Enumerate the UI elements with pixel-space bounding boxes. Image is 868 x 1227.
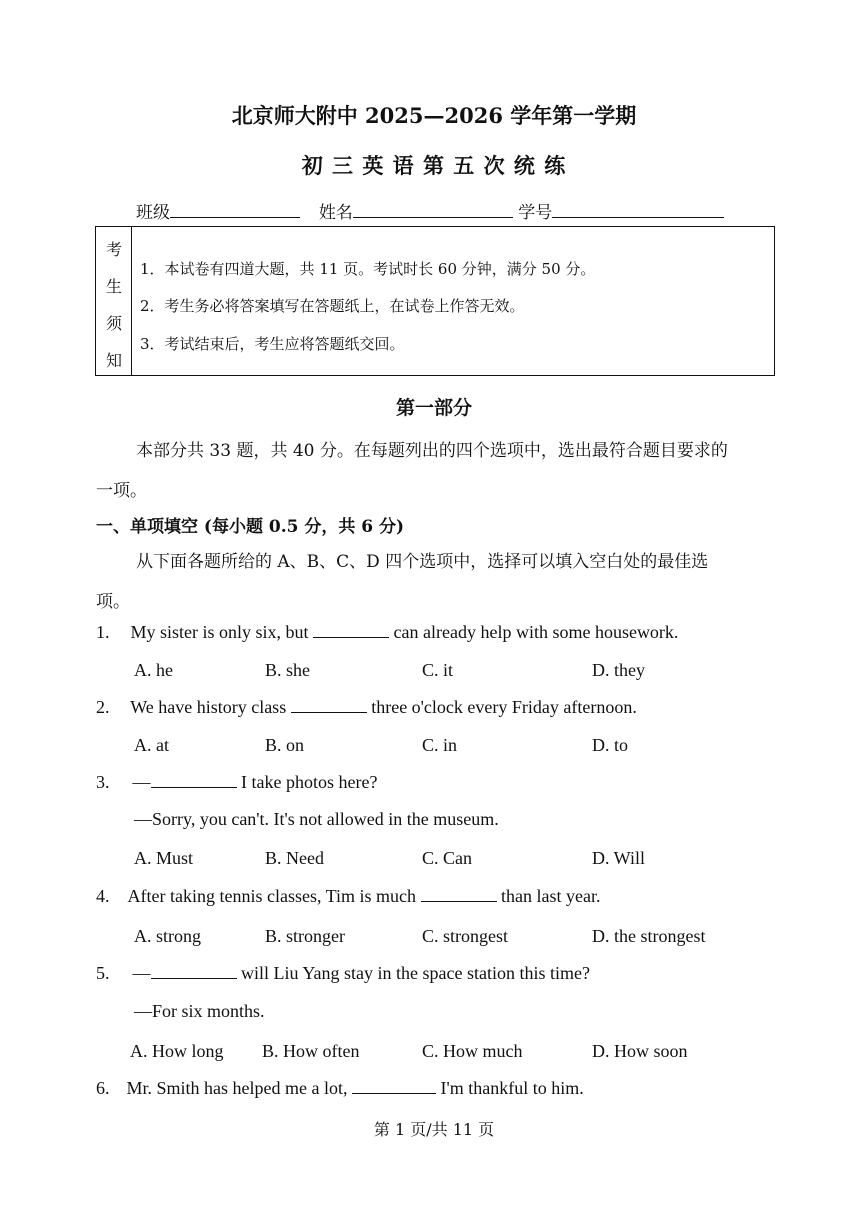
notice-label-char: 考: [105, 240, 122, 259]
question-number: 5.: [96, 963, 110, 983]
option-a: A. How long: [130, 1041, 224, 1061]
question-2: [96, 697, 637, 718]
question-stem-before: —: [132, 963, 151, 983]
option-d: D. to: [592, 735, 628, 755]
notice-item: 2．考生务必将答案填写在答题纸上，在试卷上作答无效。: [140, 297, 525, 315]
question-number: 1.: [96, 622, 110, 642]
question-stem-before: Mr. Smith has helped me a lot,: [126, 1078, 348, 1098]
section-instruction-line: 从下面各题所给的 A、B、C、D 四个选项中，选择可以填入空白处的最佳选: [136, 552, 709, 572]
option-c: C. Can: [422, 848, 473, 868]
option-b: B. Need: [265, 848, 324, 868]
part-heading: 第一部分: [395, 397, 472, 419]
notice-item: 1．本试卷有四道大题，共 11 页。考试时长 60 分钟，满分 50 分。: [140, 260, 596, 278]
answer-blank: [151, 977, 237, 979]
exam-title: 北京师大附中 2025—2026 学年第一学期: [231, 103, 637, 128]
option-b: B. stronger: [265, 926, 345, 946]
question-stem-before: After taking tennis classes, Tim is much: [127, 886, 416, 906]
answer-blank: [313, 636, 389, 638]
question-stem-after: three o'clock every Friday afternoon.: [371, 697, 637, 717]
option-d: D. Will: [592, 848, 645, 868]
dialogue-reply: —Sorry, you can't. It's not allowed in the museum.: [134, 809, 499, 829]
question-number: 4.: [96, 886, 110, 906]
question-3: [96, 772, 377, 793]
class-label: 班级: [136, 203, 170, 223]
section-instruction-line: 项。: [96, 592, 130, 612]
class-field[interactable]: [170, 216, 300, 218]
question-stem-before: My sister is only six, but: [130, 622, 309, 642]
notice-item: 3．考试结束后，考生应将答题纸交回。: [140, 335, 405, 353]
question-number: 2.: [96, 697, 110, 717]
option-b: B. on: [265, 735, 305, 755]
option-b: B. she: [265, 660, 310, 680]
option-a: A. he: [134, 660, 173, 680]
question-stem-before: We have history class: [130, 697, 287, 717]
part-intro-line: 一项。: [96, 481, 147, 501]
part-intro-line: 本部分共 33 题，共 40 分。在每题列出的四个选项中，选出最符合题目要求的: [136, 441, 728, 461]
option-a: A. strong: [134, 926, 201, 946]
notice-label-char: 知: [105, 351, 122, 370]
number-field[interactable]: [552, 216, 724, 218]
option-c: C. it: [422, 660, 454, 680]
name-field[interactable]: [353, 216, 513, 218]
option-a: A. Must: [134, 848, 194, 868]
exam-notice-box: [95, 226, 775, 376]
option-c: C. How much: [422, 1041, 523, 1061]
question-stem-after: I'm thankful to him.: [440, 1078, 584, 1098]
page-number: 第 1 页/共 11 页: [373, 1120, 495, 1139]
question-4: [96, 886, 600, 907]
option-d: D. the strongest: [592, 926, 706, 946]
question-1: [96, 622, 678, 643]
answer-blank: [151, 786, 237, 788]
notice-label-char: 须: [105, 314, 122, 333]
number-label: 学号: [518, 203, 553, 223]
question-stem-after: will Liu Yang stay in the space station this time?: [241, 963, 590, 983]
notice-label-char: 生: [105, 277, 122, 296]
exam-subtitle: 初 三 英 语 第 五 次 统 练: [301, 153, 567, 178]
option-c: C. in: [422, 735, 458, 755]
answer-blank: [291, 711, 367, 713]
option-d: D. they: [592, 660, 645, 680]
name-label: 姓名: [318, 203, 353, 223]
option-b: B. How often: [262, 1041, 360, 1061]
notice-label-cell: [96, 227, 132, 375]
question-stem-before: —: [132, 772, 151, 792]
option-d: D. How soon: [592, 1041, 688, 1061]
question-stem-after: can already help with some housework.: [393, 622, 679, 642]
answer-blank: [352, 1092, 436, 1094]
option-a: A. at: [134, 735, 169, 755]
answer-blank: [421, 900, 497, 902]
student-info-row: [136, 198, 724, 223]
option-c: C. strongest: [422, 926, 509, 946]
question-number: 3.: [96, 772, 110, 792]
section-heading: 一、单项填空 (每小题 0.5 分，共 6 分): [96, 517, 405, 537]
question-5: [96, 963, 590, 984]
question-6: [96, 1078, 584, 1099]
question-stem-after: than last year.: [501, 886, 601, 906]
question-number: 6.: [96, 1078, 110, 1098]
dialogue-reply: —For six months.: [134, 1001, 265, 1021]
question-stem-after: I take photos here?: [241, 772, 378, 792]
